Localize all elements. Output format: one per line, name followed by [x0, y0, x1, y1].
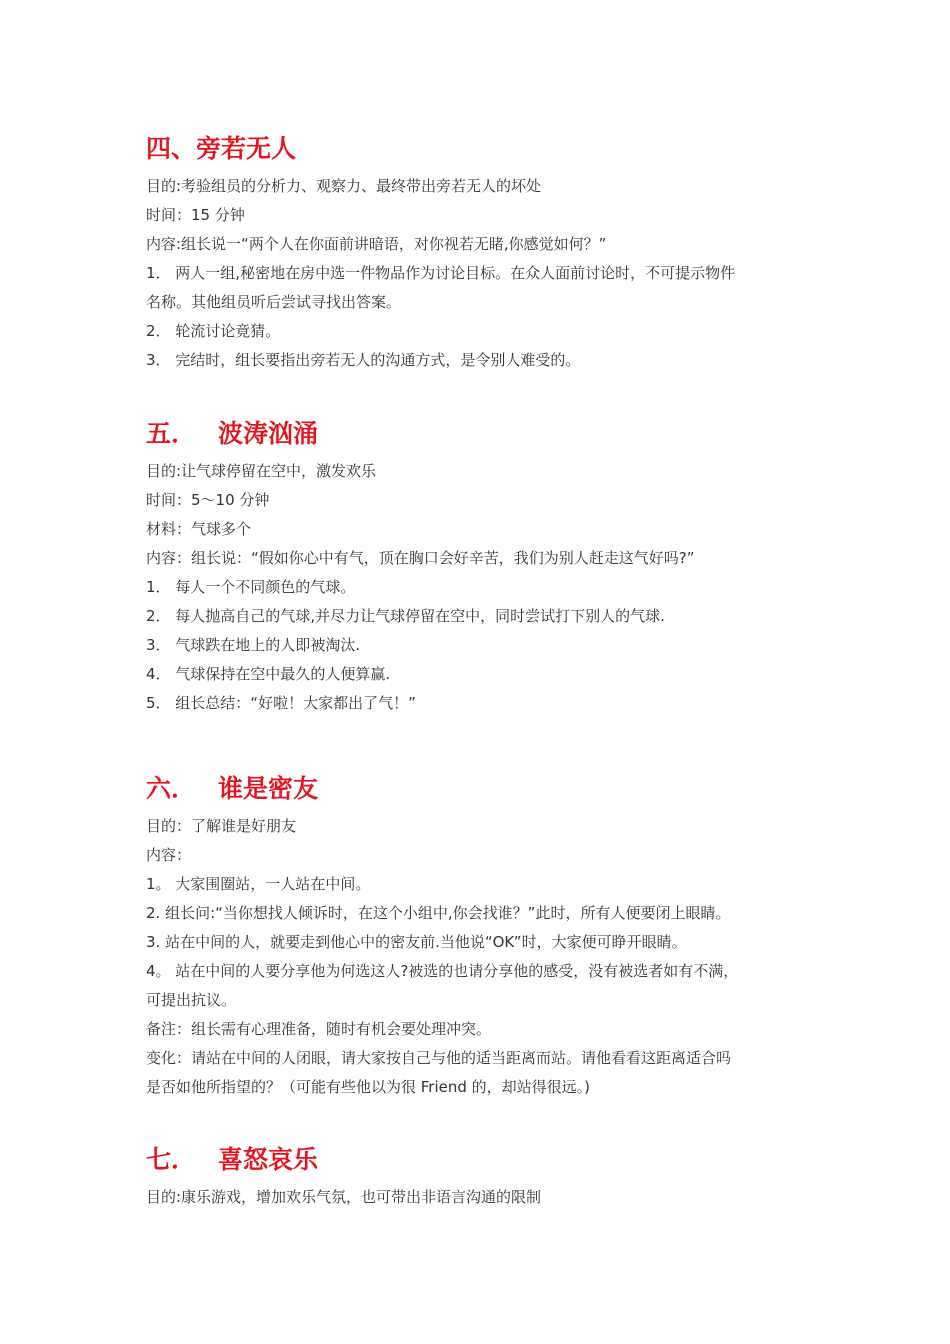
- text-line: 备注：组长需有心理准备，随时有机会要处理冲突。: [146, 1020, 492, 1038]
- section-number: 六．: [146, 774, 197, 803]
- text-line: 内容：组长说：“假如你心中有气，顶在胸口会好辛苦，我们为别人赶走这气好吗?”: [146, 549, 695, 567]
- section-7: [146, 1144, 826, 1212]
- text-line: 1． 两人一组,秘密地在房中选一件物品作为讨论目标。在众人面前讨论时，不可提示物件: [146, 264, 736, 282]
- text-line: 内容：: [146, 846, 192, 864]
- text-line: 5． 组长总结：“好啦！大家都出了气！”: [146, 694, 416, 712]
- section-4: [146, 133, 826, 375]
- text-line: 1。 大家围圈站，一人站在中间。: [146, 875, 371, 893]
- text-line: 变化：请站在中间的人闭眼，请大家按自己与他的适当距离而站。请他看看这距离适合吗: [146, 1049, 732, 1067]
- section-5: [146, 418, 826, 718]
- text-line: 2． 每人抛高自己的气球,并尽力让气球停留在空中，同时尝试打下别人的气球.: [146, 607, 665, 625]
- text-line: 时间：15 分钟: [146, 206, 245, 224]
- section-heading: [146, 133, 826, 165]
- section-title: 波涛汹涌: [218, 419, 319, 448]
- text-line: 目的:康乐游戏，增加欢乐气氛，也可带出非语言沟通的限制: [146, 1188, 542, 1206]
- text-line: 时间：5～10 分钟: [146, 491, 270, 509]
- section-title: 谁是密友: [218, 774, 319, 803]
- text-line: 1． 每人一个不同颜色的气球。: [146, 578, 356, 596]
- text-line: 2． 轮流讨论竟猜。: [146, 322, 281, 340]
- text-line: 目的:考验组员的分析力、观察力、最终带出旁若无人的坏处: [146, 177, 542, 195]
- section-heading: [146, 773, 826, 805]
- text-line: 4． 气球保持在空中最久的人便算赢.: [146, 665, 391, 683]
- text-line: 材料：气球多个: [146, 520, 252, 538]
- text-line: 3． 完结时，组长要指出旁若无人的沟通方式，是令别人难受的。: [146, 351, 581, 369]
- section-title: 喜怒哀乐: [218, 1145, 319, 1174]
- section-heading: [146, 1144, 826, 1176]
- section-title: 旁若无人: [196, 134, 297, 163]
- text-line: 内容:组长说一“两个人在你面前讲暗语，对你视若无睹,你感觉如何？”: [146, 235, 607, 253]
- text-line: 名称。其他组员听后尝试寻找出答案。: [146, 293, 402, 311]
- text-line: 是否如他所指望的？（可能有些他以为很 Friend 的，却站得很远。): [146, 1078, 591, 1096]
- section-number: 四、: [146, 134, 197, 163]
- text-line: 目的：了解谁是好朋友: [146, 817, 297, 835]
- text-line: 可提出抗议。: [146, 991, 237, 1009]
- text-line: 3. 站在中间的人，就要走到他心中的密友前.当他说“OK”时，大家便可睁开眼睛。: [146, 933, 687, 951]
- section-heading: [146, 418, 826, 450]
- text-line: 目的:让气球停留在空中，激发欢乐: [146, 462, 377, 480]
- text-line: 3． 气球跌在地上的人即被淘汰.: [146, 636, 361, 654]
- text-line: 4。 站在中间的人要分享他为何选这人?被选的也请分享他的感受，没有被选者如有不满，: [146, 962, 739, 980]
- section-number: 七．: [146, 1145, 197, 1174]
- section-number: 五．: [146, 419, 197, 448]
- text-line: 2. 组长问:“当你想找人倾诉时，在这个小组中,你会找谁？”此时，所有人便要闭上眼睛。: [146, 904, 731, 922]
- section-6: [146, 773, 826, 1102]
